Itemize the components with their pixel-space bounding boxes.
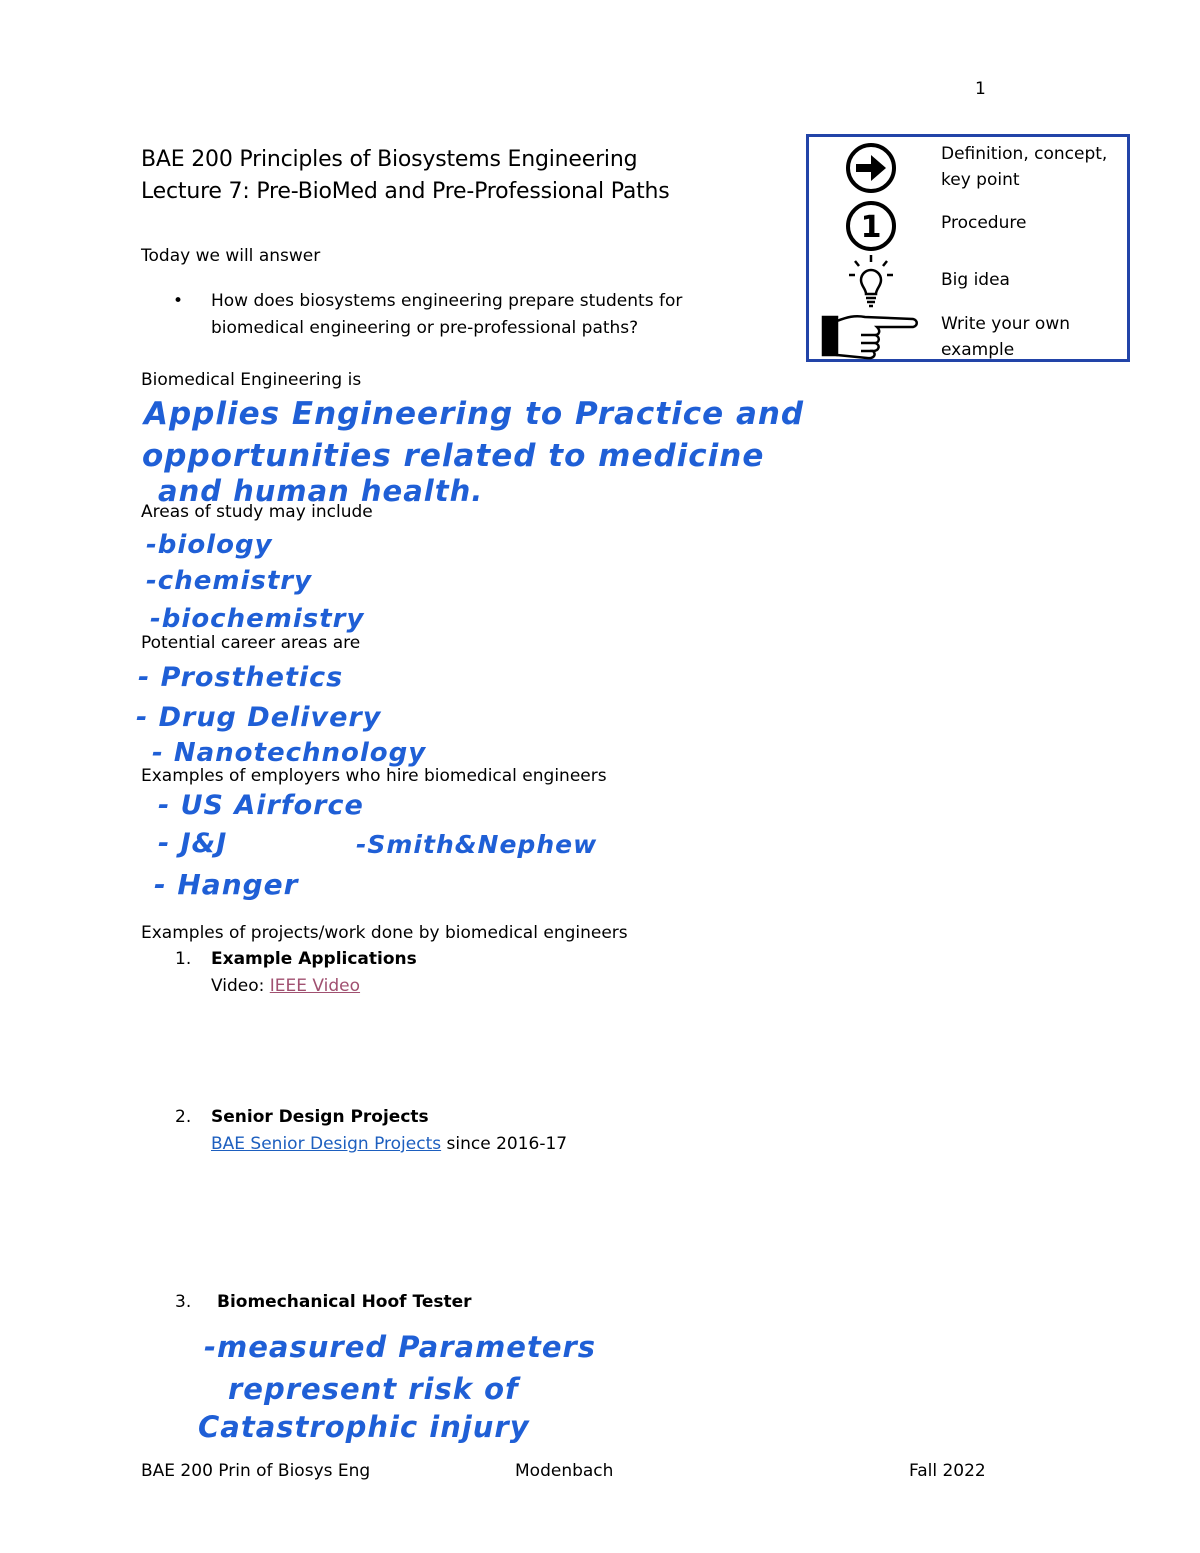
handwritten-employer: - Hanger (154, 868, 299, 901)
project-title-senior-design: Senior Design Projects (211, 1107, 429, 1127)
senior-design-line: BAE Senior Design Projects since 2016-17 (211, 1134, 568, 1154)
page-number: 1 (975, 79, 986, 99)
video-line: Video: IEEE Video (211, 976, 361, 996)
footer-term: Fall 2022 (909, 1461, 986, 1481)
project-title-example-applications: Example Applications (211, 949, 417, 969)
legend-write-example: Write your own example (941, 314, 1070, 360)
footer-course: BAE 200 Prin of Biosys Eng (141, 1461, 371, 1481)
icon-legend (806, 134, 1130, 362)
biomed-definition-label: Biomedical Engineering is (141, 370, 362, 390)
handwritten-hoof-note-line2: represent risk of (228, 1372, 519, 1406)
careers-label: Potential career areas are (141, 633, 361, 653)
handwritten-career: - Drug Delivery (136, 702, 382, 733)
handwritten-hoof-note-line1: -measured Parameters (204, 1330, 597, 1364)
arrow-circle-icon (843, 141, 899, 195)
handwritten-career: - Nanotechnology (152, 738, 427, 768)
legend-big-idea: Big idea (941, 270, 1010, 290)
bullet-icon: • (173, 291, 184, 311)
legend-procedure: Procedure (941, 213, 1027, 233)
projects-label: Examples of projects/work done by biomedical engineers (141, 923, 628, 943)
handwritten-career: - Prosthetics (138, 662, 344, 693)
list-number: 3. (175, 1292, 192, 1312)
pointing-hand-icon (821, 311, 919, 361)
number-one-circle-icon (843, 199, 899, 253)
handwritten-hoof-note-line3: Catastrophic injury (198, 1410, 530, 1444)
handwritten-definition-line1: Applies Engineering to Practice and (144, 396, 805, 432)
handwritten-area: -biology (146, 530, 273, 560)
ieee-video-link[interactable]: IEEE Video (269, 976, 361, 996)
handwritten-area: -chemistry (146, 566, 313, 596)
list-number: 2. (175, 1107, 192, 1127)
lecture-subtitle: Lecture 7: Pre-BioMed and Pre-Professional Paths (141, 179, 670, 204)
handwritten-employer: - US Airforce (158, 790, 364, 821)
project-title-hoof-tester: Biomechanical Hoof Tester (217, 1292, 472, 1312)
legend-definition: Definition, concept, key point (941, 144, 1108, 190)
handwritten-area: -biochemistry (150, 604, 365, 634)
employers-label: Examples of employers who hire biomedical engineers (141, 766, 607, 786)
lightbulb-icon (847, 253, 895, 309)
intro-heading: Today we will answer (141, 246, 321, 266)
handwritten-employer: - J&J (158, 828, 228, 859)
footer-author: Modenbach (515, 1461, 614, 1481)
handwritten-employer: -Smith&Nephew (356, 830, 598, 859)
svg-text:1: 1 (860, 210, 882, 245)
handwritten-definition-line3: and human health. (158, 474, 484, 508)
senior-design-projects-link[interactable]: BAE Senior Design Projects (211, 1134, 442, 1154)
document-title: BAE 200 Principles of Biosystems Engineering (141, 147, 638, 172)
handwritten-definition-line2: opportunities related to medicine (142, 438, 765, 474)
intro-question: How does biosystems engineering prepare students for biomedical engineering or pre-professional paths? (211, 291, 683, 338)
list-number: 1. (175, 949, 192, 969)
areas-label: Areas of study may include (141, 502, 373, 522)
